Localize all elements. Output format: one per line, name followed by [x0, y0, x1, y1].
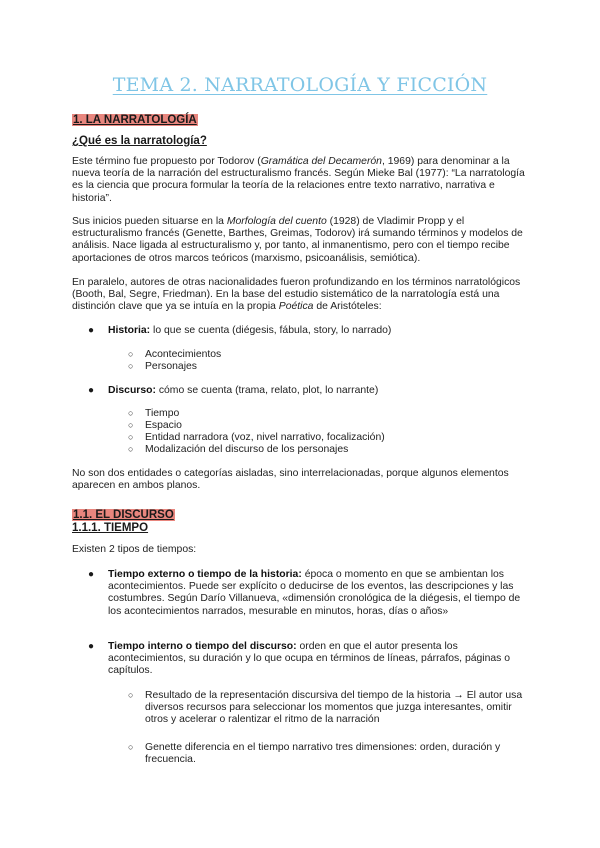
bullet-icon: ● [88, 569, 95, 580]
externo-label: Tiempo externo o tiempo de la historia: [108, 569, 302, 580]
subsection-heading-tiempo [72, 518, 532, 536]
historia-item: Personajes [145, 361, 197, 372]
bullet-icon: ● [88, 641, 95, 652]
interno-text: orden en que el autor presenta los acontecimientos, su duración y lo que ocupa en términos de líneas, párrafos, páginas o capítulos. [108, 641, 511, 677]
bullet-icon: ● [88, 325, 95, 336]
bullet-tiempo-interno [108, 641, 528, 678]
para1-part-a: Este término fue propuesto por Todorov ( [72, 156, 261, 167]
paragraph-todorov [72, 156, 532, 205]
paragraph-entidades [72, 468, 532, 492]
bullet-tiempo-externo [108, 569, 528, 618]
externo-text: época o momento en que se ambientan los acontecimientos. Puede ser explícito o deducirse de los eventos, las descripciones y las costumbres. Según Darío Villanueva, «dimensión cronológica de la diégesis, el tiempo de los acontecimientos narrados, mesurable en minutos, horas, días o años» [108, 569, 521, 617]
subbullet-icon: ○ [128, 742, 134, 752]
historia-item: Acontecimientos [145, 349, 222, 360]
para2-italic: Morfología del cuento [226, 216, 327, 227]
historia-text: lo que se cuenta (diégesis, fábula, story, lo narrado) [150, 325, 392, 336]
paragraph-inicios [72, 216, 532, 265]
para1-italic: Gramática del Decamerón [260, 156, 382, 167]
bullet-historia [108, 325, 538, 337]
document-title: TEMA 2. NARRATOLOGÍA Y FICCIÓN [112, 74, 488, 96]
para2-part-b: (1928) de Vladimir Propp y el estructuralismo francés (Genette, Barthes, Greimas, Todorov) irá sumando términos y modelos de análisis. Nace ligada al estructuralismo y, por tanto, al inmanentismo, pero con el tiempo recibe aportaciones de otros marcos teóricos (marxismo, psicoanálisis, semiótica). [72, 216, 523, 264]
para1-part-b: , 1969) para denominar a la nueva teoría de la narración del estructuralismo francés. Según Mieke Bal (1977): “La narratología es la ciencia que procura formular la teoría de la relaciones entre texto narrativo, narrativa e historia”. [72, 156, 525, 204]
para3-italic: Poética [278, 301, 314, 313]
section-heading-label: 1.1. EL DISCURSO [73, 509, 174, 521]
intro-tiempos-text: Existen 2 tipos de tiempos: [72, 544, 197, 555]
para3-part-b: de Aristóteles: [313, 301, 382, 313]
subbullet-icon: ○ [128, 432, 134, 442]
section-heading-label: 1. LA NARRATOLOGÍA [73, 114, 197, 126]
question-heading [72, 131, 532, 149]
subbullet-icon: ○ [128, 690, 134, 700]
subsection-heading-label: 1.1.1. TIEMPO [72, 522, 149, 534]
historia-label: Historia: [108, 325, 151, 336]
discurso-item: Espacio [145, 420, 182, 431]
interno-label: Tiempo interno o tiempo del discurso: [108, 641, 297, 652]
subbullet-icon: ○ [128, 408, 134, 418]
paragraph-tipos [72, 544, 532, 556]
para3-part-a: En paralelo, autores de otras nacionalidades fueron profundizando en los términos narratológicos (Booth, Bal, Segre, Friedman). En la base del estudio sistemático de la narratología está una distinción clave que ya se intuía en la propia [72, 277, 521, 313]
para2-part-a: Sus inicios pueden situarse en la [72, 216, 227, 227]
bullet-icon: ● [88, 385, 95, 396]
interno-sub-genette: Genette diferencia en el tiempo narrativo tres dimensiones: orden, duración y frecuencia. [145, 742, 501, 766]
section-heading-narratologia [72, 110, 532, 128]
discurso-item: Tiempo [145, 408, 180, 419]
discurso-label: Discurso: [108, 385, 156, 396]
subbullet-icon: ○ [128, 420, 134, 430]
subbullet-icon: ○ [128, 361, 134, 371]
interno-sub-representacion: Resultado de la representación discursiva del tiempo de la historia → El autor usa diversos recursos para seleccionar los momentos que juzga interesantes, omitir otros y acelerar o ralentizar el ritmo de la narración [145, 690, 523, 726]
question-text: ¿Qué es la narratología? [72, 135, 207, 147]
discurso-item: Entidad narradora (voz, nivel narrativo, focalización) [145, 432, 385, 443]
bullet-discurso [108, 385, 538, 397]
paragraph-paralelo [72, 277, 532, 314]
para4-text: No son dos entidades o categorías aisladas, sino interrelacionadas, porque algunos elementos aparecen en ambos planos. [72, 468, 509, 492]
subbullet-icon: ○ [128, 349, 134, 359]
discurso-item: Modalización del discurso de los personajes [145, 444, 349, 455]
subbullet-icon: ○ [128, 444, 134, 454]
discurso-text: cómo se cuenta (trama, relato, plot, lo narrante) [155, 385, 379, 396]
